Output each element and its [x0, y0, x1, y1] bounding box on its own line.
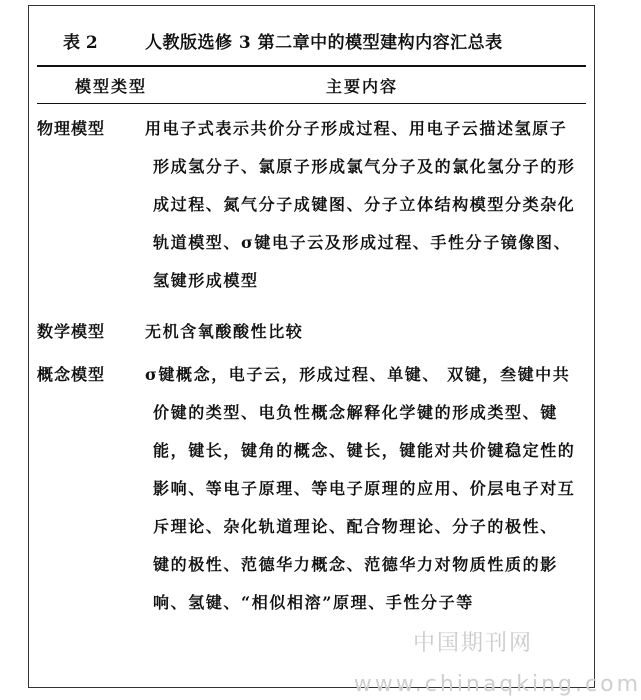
- table-frame: [28, 5, 595, 688]
- column-header-type: 模型类型: [75, 77, 148, 96]
- row-content-text: σ键概念，电子云，形成过程、单键、 双键，叁键中共价键的类型、电负性概念解释化学键的形成类型、键能，键长，键角的概念、键长，键能对共价键稳定性的影响、等电子原理、等电子原理的应用、价层电子对互斥理论、杂化轨道理论、配合物理论、分子的极性、 键的极性、范德华力概念、范德华力对物质性质的影响、氢键、“相似相溶”原理、手性分子等: [145, 365, 576, 612]
- table-header-rule: [37, 103, 586, 104]
- table-caption: [29, 28, 594, 58]
- row-type-label: 数学模型: [37, 322, 106, 341]
- row-content-text: 无机含氧酸酸性比较: [145, 322, 304, 341]
- column-header-content: 主要内容: [326, 77, 399, 96]
- watermark-url: www.chinaqking.com: [353, 672, 641, 697]
- row-content-text: 用电子式表示共价分子形成过程、用电子云描述氢原子形成氢分子、氯原子形成氯气分子及的氯化氢分子的形成过程、氮气分子成键图、分子立体结构模型分类杂化轨道模型、σ键电子云及形成过程、手性分子镜像图、氢键形成模型: [145, 119, 576, 290]
- table-top-rule: [37, 65, 586, 67]
- row-content: [145, 356, 580, 622]
- row-content: [145, 313, 580, 351]
- table-number: 表 2: [63, 33, 98, 53]
- table-title: 人教版选修 3 第二章中的模型建构内容汇总表: [145, 33, 503, 53]
- row-type-label: 概念模型: [37, 365, 106, 384]
- row-content: [145, 110, 580, 300]
- row-type-label: 物理模型: [37, 119, 106, 138]
- watermark-site-name: 中国期刊网: [412, 631, 533, 656]
